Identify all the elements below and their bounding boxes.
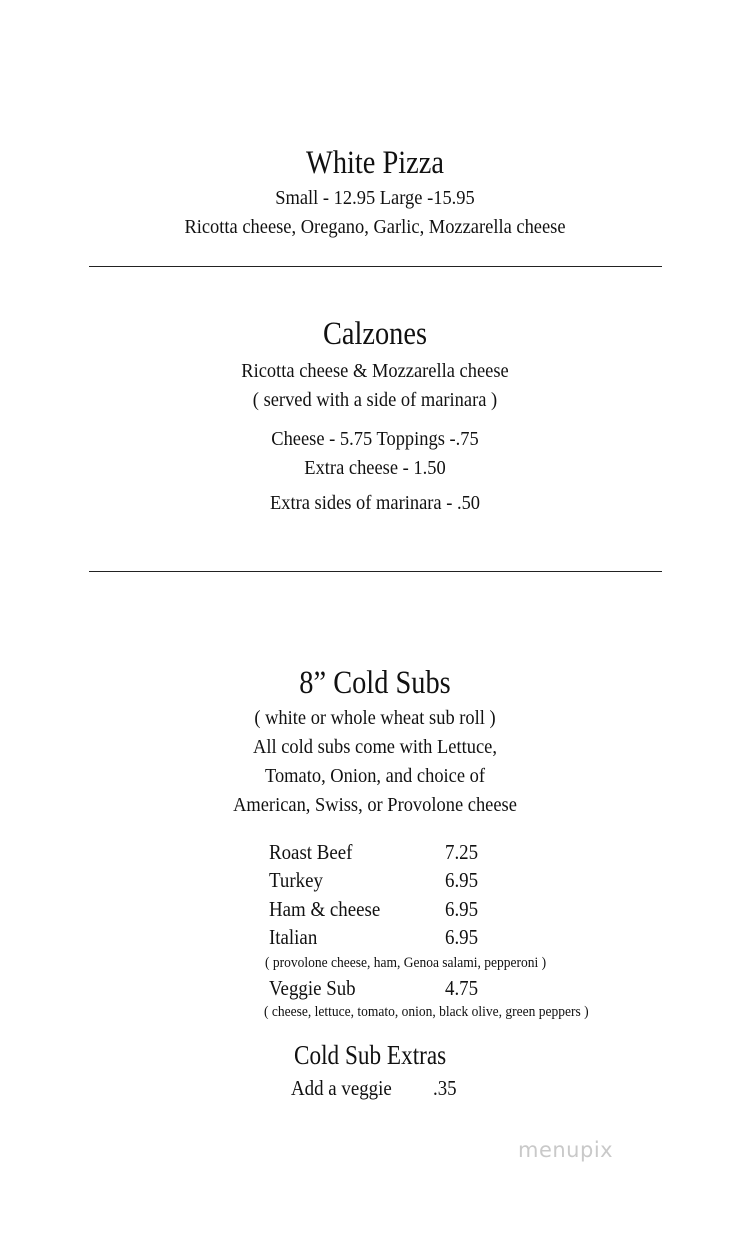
section-divider <box>89 266 662 267</box>
calzones-prices: Cheese - 5.75 Toppings -.75 <box>271 428 479 450</box>
cold-sub-extras-title: Cold Sub Extras <box>294 1040 447 1070</box>
menu-item-note: ( cheese, lettuce, tomato, onion, black olive, green peppers ) <box>264 1004 589 1020</box>
calzones-fillings: Ricotta cheese & Mozzarella cheese <box>241 360 509 382</box>
menupix-watermark: menupix <box>518 1138 614 1162</box>
white-pizza-description: Ricotta cheese, Oregano, Garlic, Mozzarella cheese <box>184 216 566 238</box>
section-divider <box>89 571 662 572</box>
cold-subs-desc-line: American, Swiss, or Provolone cheese <box>233 794 517 816</box>
cold-subs-desc-line: All cold subs come with Lettuce, <box>253 736 497 758</box>
menu-item-name: Roast Beef <box>269 840 353 864</box>
menu-item-price: 7.25 <box>445 840 479 864</box>
menu-item-price: 4.75 <box>445 976 479 1000</box>
menu-item-name: Veggie Sub <box>269 976 356 1000</box>
cold-subs-desc-line: Tomato, Onion, and choice of <box>264 765 486 787</box>
menu-item-price: 6.95 <box>445 868 479 892</box>
cold-subs-title: 8” Cold Subs <box>299 665 451 701</box>
white-pizza-prices: Small - 12.95 Large -15.95 <box>275 187 475 209</box>
extra-item-name: Add a veggie <box>291 1076 392 1100</box>
extra-item-price: .35 <box>433 1076 457 1100</box>
menu-item-price: 6.95 <box>445 897 479 921</box>
calzones-marinara-note: ( served with a side of marinara ) <box>252 389 498 411</box>
menu-item-note: ( provolone cheese, ham, Genoa salami, pepperoni ) <box>265 955 547 971</box>
menu-item-name: Ham & cheese <box>269 897 381 921</box>
calzones-title: Calzones <box>322 316 428 352</box>
menu-item-price: 6.95 <box>445 925 479 949</box>
calzones-extra-marinara: Extra sides of marinara - .50 <box>269 492 481 514</box>
cold-subs-roll-note: ( white or whole wheat sub roll ) <box>254 707 496 729</box>
menu-item-name: Italian <box>269 925 318 949</box>
calzones-extra-cheese: Extra cheese - 1.50 <box>304 457 446 479</box>
white-pizza-title: White Pizza <box>306 145 444 181</box>
menu-item-name: Turkey <box>269 868 323 892</box>
